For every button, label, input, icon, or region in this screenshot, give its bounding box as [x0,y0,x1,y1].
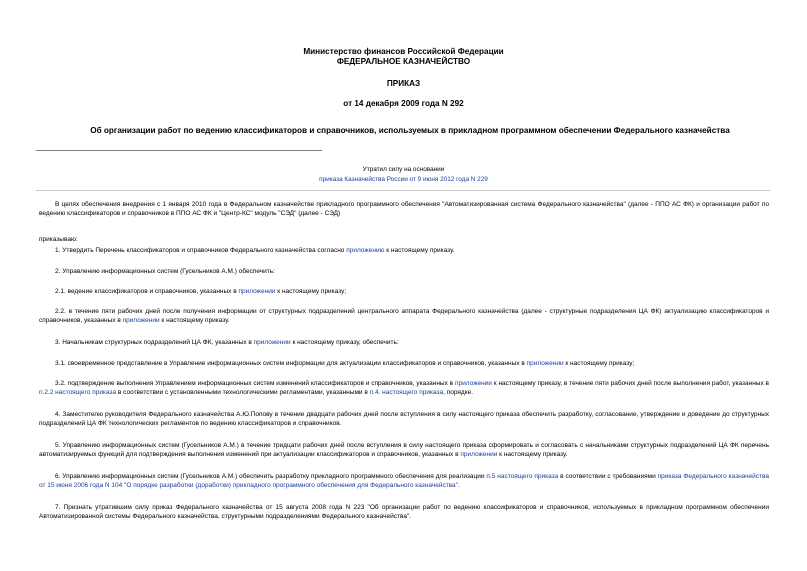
appendix-link[interactable]: приложении [526,360,564,367]
paragraph-2-2-tail: к настоящему приказу. [159,317,230,324]
paragraph-6-text-2: в соответствии с требованиями [558,473,658,480]
paragraph-2-1-text: 2.1. ведение классификаторов и справочников, указанных в [55,288,239,295]
appendix-link[interactable]: приложению [346,247,385,254]
order-word: приказываю: [39,236,78,243]
divider-long [36,190,770,191]
paragraph-5 [39,441,769,459]
appendix-link[interactable]: приложении [122,317,160,324]
clause-5-link[interactable]: п.5 настоящего приказа [486,473,559,480]
paragraph-3-text: 3. Начальникам структурных подразделений ЦА ФК, указанных в [55,339,254,346]
document-date: от 14 декабря 2009 года N 292 [343,99,464,108]
paragraph-3-2-tail: , порядке. [443,389,474,396]
document-type: ПРИКАЗ [386,79,421,88]
appendix-link[interactable]: приложении [454,380,492,387]
paragraph-2: 2. Управлению информационных систем (Гусельников А.М.) обеспечить: [55,268,275,275]
paragraph-3-2-text-2: к настоящему приказу, в течение пяти рабочих дней после выполнения работ, указанных в [491,380,769,387]
appendix-link[interactable]: приложении [238,288,276,295]
paragraph-2-2 [39,307,769,325]
ministry-name: Министерство финансов Российской Федерации [303,47,504,56]
paragraph-3-2 [39,379,769,397]
intro-paragraph: В целях обеспечения внедрения с 1 января 2010 года в Федеральном казначействе прикладного программного обеспечения "Автоматизированная система Федерального казначейства" (далее - ППО АС ФК) и организации работ по ведению классификаторов и справочников в ППО АС ФК и "Центр-КС" модуль "СЭД" (далее - СЭД) [39,201,769,217]
paragraph-6-text: 6. Управлению информационных систем (Гусельников А.М.) обеспечить разработку прикладного программного обеспечения для реализации [55,473,487,480]
paragraph-3-2-text-3: в соответствии с установленными технологическими регламентами, указанными в [116,389,370,396]
paragraph-3-1-text: 3.1. своевременное представление в Управление информационных систем информации для актуализации классификаторов и справочников, указанных в [55,360,527,367]
paragraph-7: 7. Признать утратившим силу приказ Федерального казначейства от 15 августа 2008 года N 223 "Об организации работ по ведению классификаторов и справочников, используемых в прикладном программном обеспечении Автоматизированной системы Федерального казначейства, структурными подразделениями Федерального казначейства". [39,504,769,520]
paragraph-2-2-text: 2.2. в течение пяти рабочих дней после получения информации от структурных подразделений центрального аппарата Федерального казначейства (далее - структурные подразделения ЦА ФК) актуализацию классификаторов и справочников, указанных в [39,308,769,324]
paragraph-1 [39,246,769,255]
paragraph-6-tail: . [457,482,460,489]
paragraph-1-tail: к настоящему приказу. [384,247,455,254]
appendix-link[interactable]: приложении [460,451,498,458]
annulled-link[interactable]: приказа Казначейства России от 9 июня 2012 года N 229 [319,176,488,183]
paragraph-1-text: 1. Утвердить Перечень классификаторов и справочников Федерального казначейства согласно [55,247,347,254]
paragraph-3-1 [39,359,769,368]
paragraph-3-1-tail: к настоящему приказу; [563,360,635,367]
paragraph-3-2-text: 3.2. подтверждение выполнения Управлением информационных систем изменений классификаторов и справочников, указанных в [55,380,455,387]
paragraph-4: 4. Заместителю руководителя Федерального казначейства А.Ю.Попову в течение двадцати рабочих дней после вступления в силу настоящего приказа обеспечить разработку, согласование, утверждение и доведение до структурных подразделений ЦА ФК технологических регламентов по ведению классификаторов и справочников. [39,411,769,427]
paragraph-2-1 [39,287,769,296]
paragraph-3 [39,338,769,347]
paragraph-2-1-tail: к настоящему приказу; [275,288,347,295]
annulled-note [0,176,807,184]
paragraph-3-tail: к настоящему приказу, обеспечить: [290,339,399,346]
annulled-label: Утратил силу на основании [362,166,445,173]
order-104-link[interactable]: приказа Федерального казначейства от 15 июня 2006 года N 104 "О порядке разработки (доработки) прикладного программного обеспечения для Федерального казначейства" [39,473,769,489]
paragraph-5-tail: к настоящему приказу. [497,451,568,458]
appendix-link[interactable]: приложении [253,339,291,346]
clause-2-2-link[interactable]: п.2.2 настоящего приказа [39,389,117,396]
agency-name: ФЕДЕРАЛЬНОЕ КАЗНАЧЕЙСТВО [336,57,471,66]
divider-short [36,150,322,151]
clause-4-link[interactable]: п.4. настоящего приказа [369,389,444,396]
paragraph-5-text: 5. Управлению информационных систем (Гусельников А.М.) в течение тридцати рабочих дней после вступления в силу настоящего приказа сформировать и согласовать с начальниками структурных подразделений ЦА ФК перечень автоматизируемых функций для подтверждения выполнения изменений при актуализации классификаторов и справочников, указанных в [39,442,769,458]
paragraph-6 [39,472,769,490]
document-title: Об организации работ по ведению классификаторов и справочников, используемых в прикладном программном обеспечении Федерального казначейства [90,126,730,135]
